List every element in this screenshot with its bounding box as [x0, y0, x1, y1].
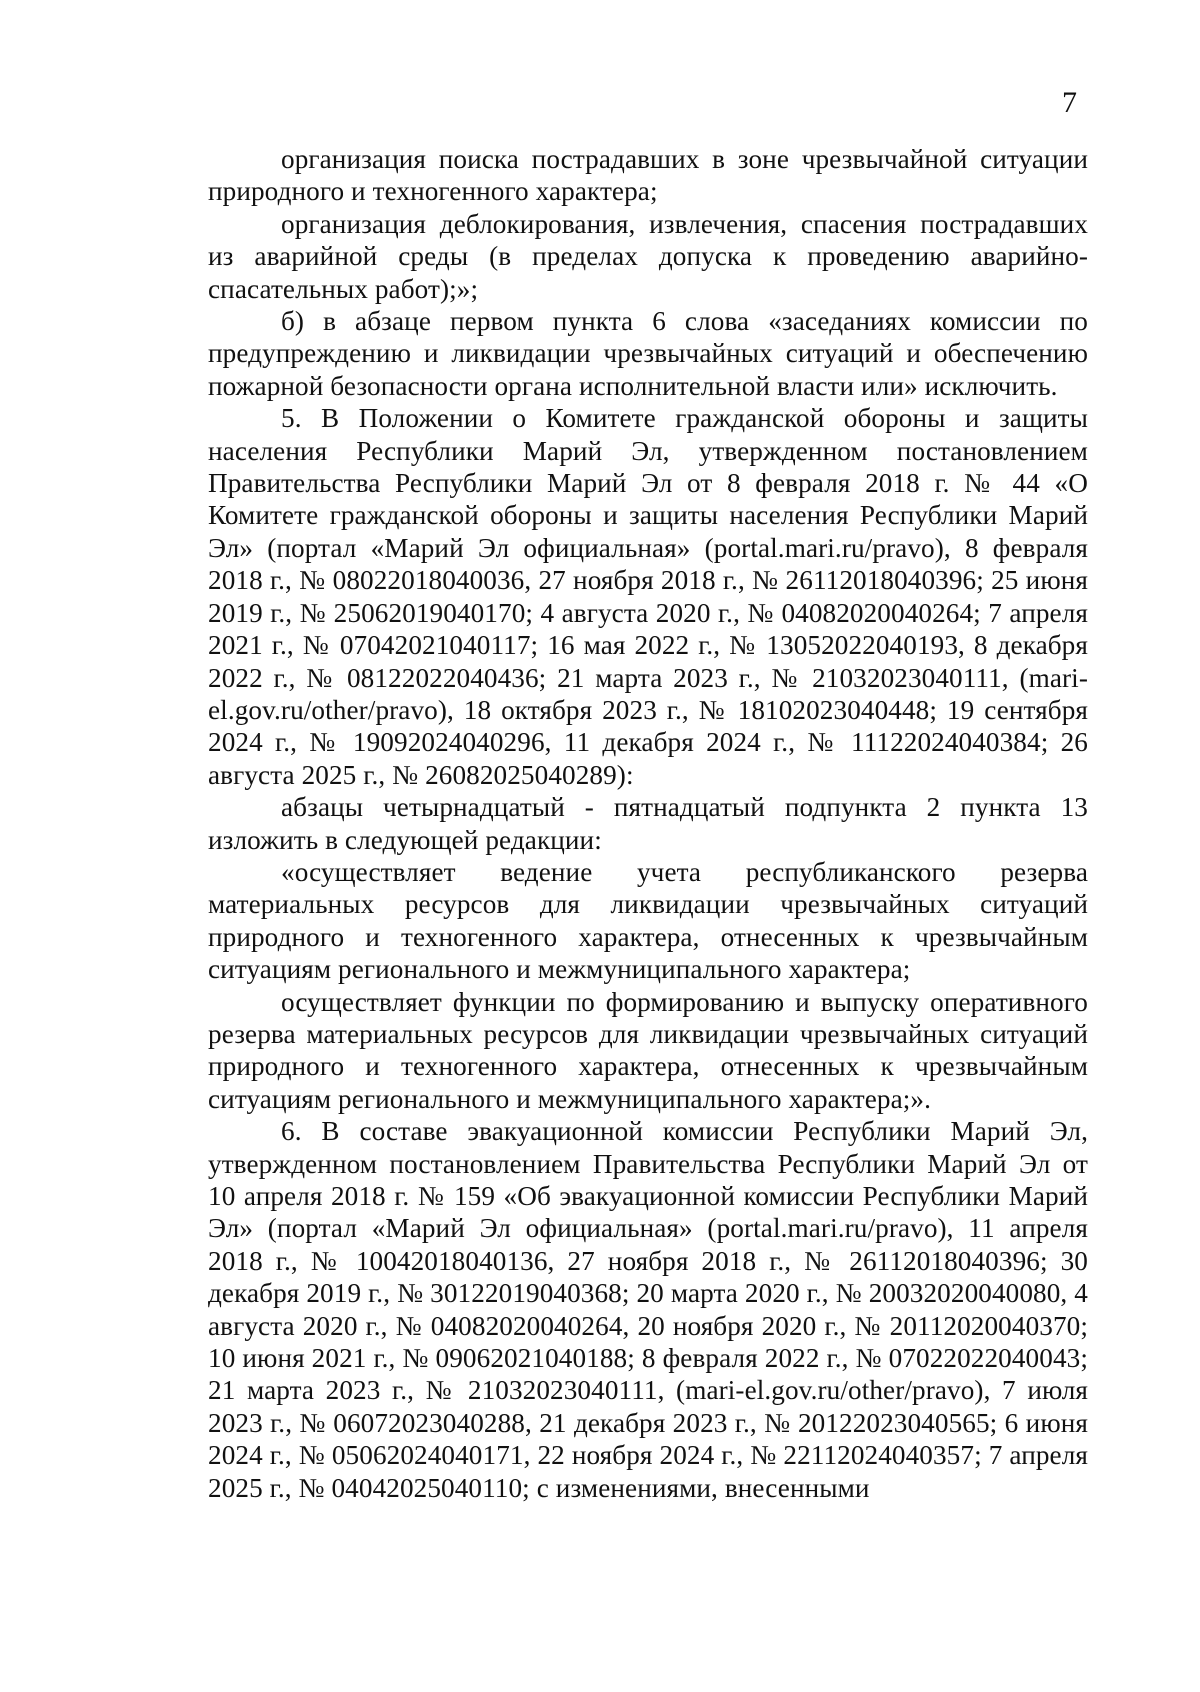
paragraph-search-victims: организация поиска пострадавших в зоне чрезвычайной ситуации природного и техногенного характера; — [208, 144, 1088, 207]
paragraph-point-6-amendment: б) в абзаце первом пункта 6 слова «заседаниях комиссии по предупреждению и ликвидации чрезвычайных ситуаций и обеспечению пожарной безопасности органа исполнительной власти или» исключить. — [208, 306, 1088, 401]
paragraph-deblocking-victims: организация деблокирования, извлечения, спасения пострадавших из аварийной среды (в пределах допуска к проведению аварийно-спасательных работ);»; — [208, 208, 1088, 304]
paragraph-operational-reserve: осуществляет функции по формированию и выпуску оперативного резерва материальных ресурсов для ликвидации чрезвычайных ситуаций природного и техногенного характера, отнесенных к чрезвычайным ситуациям регионального и межмуниципального характера;». — [208, 986, 1088, 1114]
page-number: 7 — [1062, 86, 1077, 119]
paragraph-section-5: 5. В Положении о Комитете гражданской обороны и защиты населения Республики Марий Эл, утвержденном постановлением Правительства Республики Марий Эл от 8 февраля 2018 г. № 44 «О Комитете гражданской обороны и защиты населения Республики Марий Эл» (портал «Марий Эл официальная» (portal.mari.ru/pravo), 8 февраля 2018 г., № 08022018040036, 27 ноября 2018 г., № 26112018040396; 25 июня 2019 г., № 25062019040170; 4 августа 2020 г., № 04082020040264; 7 апреля 2021 г., № 07042021040117; 16 мая 2022 г., № 13052022040193, 8 декабря 2022 г., № 08122022040436; 21 марта 2023 г., № 21032023040111, (mari-el.gov.ru/other/pravo), 18 октября 2023 г., № 18102023040448; 19 сентября 2024 г., № 19092024040296, 11 декабря 2024 г., № 11122024040384; 26 августа 2025 г., № 26082025040289): — [208, 403, 1088, 790]
paragraph-subpoint-13: абзацы четырнадцатый - пятнадцатый подпункта 2 пункта 13 изложить в следующей редакции: — [208, 792, 1088, 855]
paragraph-reserve-accounting: «осуществляет ведение учета республиканского резерва материальных ресурсов для ликвидации чрезвычайных ситуаций природного и техногенного характера, отнесенных к чрезвычайным ситуациям регионального и межмуниципального характера; — [208, 856, 1088, 985]
paragraph-section-6: 6. В составе эвакуационной комиссии Республики Марий Эл, утвержденном постановлением Правительства Республики Марий Эл от 10 апреля 2018 г. № 159 «Об эвакуационной комиссии Республики Марий Эл» (портал «Марий Эл официальная» (portal.mari.ru/pravo), 11 апреля 2018 г., № 10042018040136, 27 ноября 2018 г., № 26112018040396; 30 декабря 2019 г., № 30122019040368; 20 марта 2020 г., № 20032020040080, 4 августа 2020 г., № 04082020040264, 20 ноября 2020 г., № 20112020040370; 10 июня 2021 г., № 09062021040188; 8 февраля 2022 г., № 07022022040043; 21 марта 2023 г., № 21032023040111, (mari-el.gov.ru/other/pravo), 7 июля 2023 г., № 06072023040288, 21 декабря 2023 г., № 20122023040565; 6 июня 2024 г., № 05062024040171, 22 ноября 2024 г., № 22112024040357; 7 апреля 2025 г., № 04042025040110; с изменениями, внесенными — [208, 1116, 1088, 1503]
document-body — [208, 143, 1088, 1504]
